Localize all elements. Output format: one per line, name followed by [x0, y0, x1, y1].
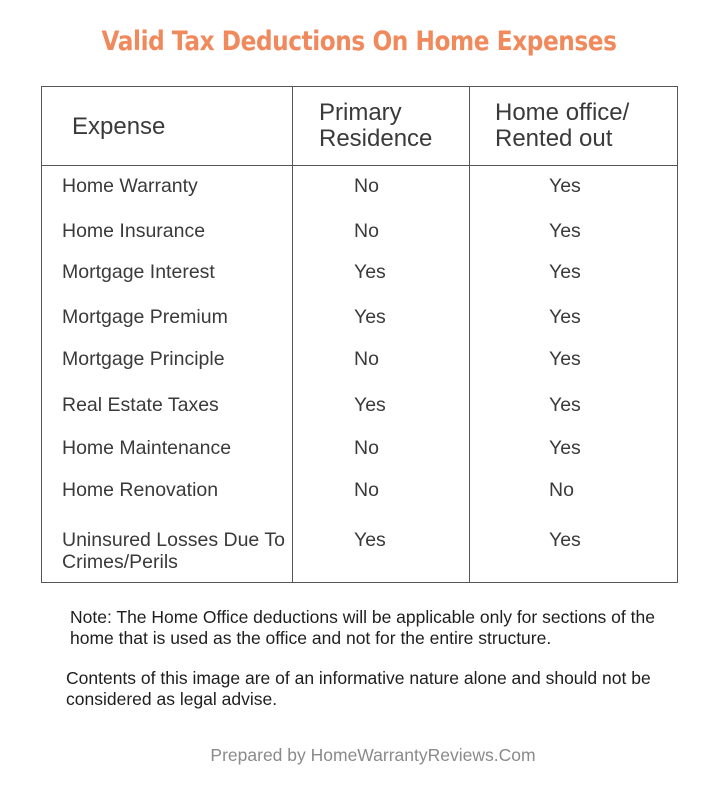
header-home-line2: Rented out — [495, 125, 613, 152]
cell-primary: No — [354, 220, 379, 242]
page-title: Valid Tax Deductions On Home Expenses — [101, 26, 617, 57]
cell-home: Yes — [549, 348, 581, 370]
cell-expense: Real Estate Taxes — [62, 394, 219, 416]
header-divider — [42, 165, 677, 166]
header-primary-residence — [319, 100, 432, 152]
cell-expense: Home Warranty — [62, 175, 198, 197]
cell-primary: Yes — [354, 306, 386, 328]
cell-expense: Mortgage Premium — [62, 306, 228, 328]
header-home-line1: Home office/ — [495, 99, 630, 126]
header-home-office — [495, 100, 629, 152]
cell-expense: Home Maintenance — [62, 437, 232, 459]
cell-expense: Home Renovation — [62, 479, 219, 501]
cell-expense: Uninsured Losses Due To Crimes/Perils — [62, 529, 285, 573]
cell-home: Yes — [549, 437, 581, 459]
cell-expense: Mortgage Interest — [62, 261, 215, 283]
column-divider — [469, 87, 470, 582]
cell-home: Yes — [549, 306, 581, 328]
disclaimer-note: Contents of this image are of an informative nature alone and should not be considered as legal advise. — [66, 668, 651, 709]
cell-home: Yes — [549, 394, 581, 416]
cell-expense: Home Insurance — [62, 220, 206, 242]
header-expense: Expense — [72, 113, 166, 140]
cell-primary: Yes — [354, 394, 386, 416]
cell-home: Yes — [549, 175, 581, 197]
cell-home: Yes — [549, 220, 581, 242]
cell-expense: Mortgage Principle — [62, 348, 225, 370]
header-primary-line1: Primary — [319, 99, 402, 126]
cell-primary: No — [354, 175, 379, 197]
header-primary-line2: Residence — [319, 125, 433, 152]
cell-primary: Yes — [354, 261, 386, 283]
cell-primary: No — [354, 437, 379, 459]
cell-primary: Yes — [354, 529, 386, 551]
home-office-note: Note: The Home Office deductions will be applicable only for sections of the home that is used as the office and not for the entire structure. — [70, 607, 655, 648]
cell-primary: No — [354, 479, 379, 501]
footer-credit: Prepared by HomeWarrantyReviews.Com — [210, 745, 536, 765]
cell-primary: No — [354, 348, 379, 370]
cell-home: Yes — [549, 529, 581, 551]
deductions-table — [41, 86, 678, 583]
cell-home: No — [549, 479, 574, 501]
cell-home: Yes — [549, 261, 581, 283]
column-divider — [292, 87, 293, 582]
